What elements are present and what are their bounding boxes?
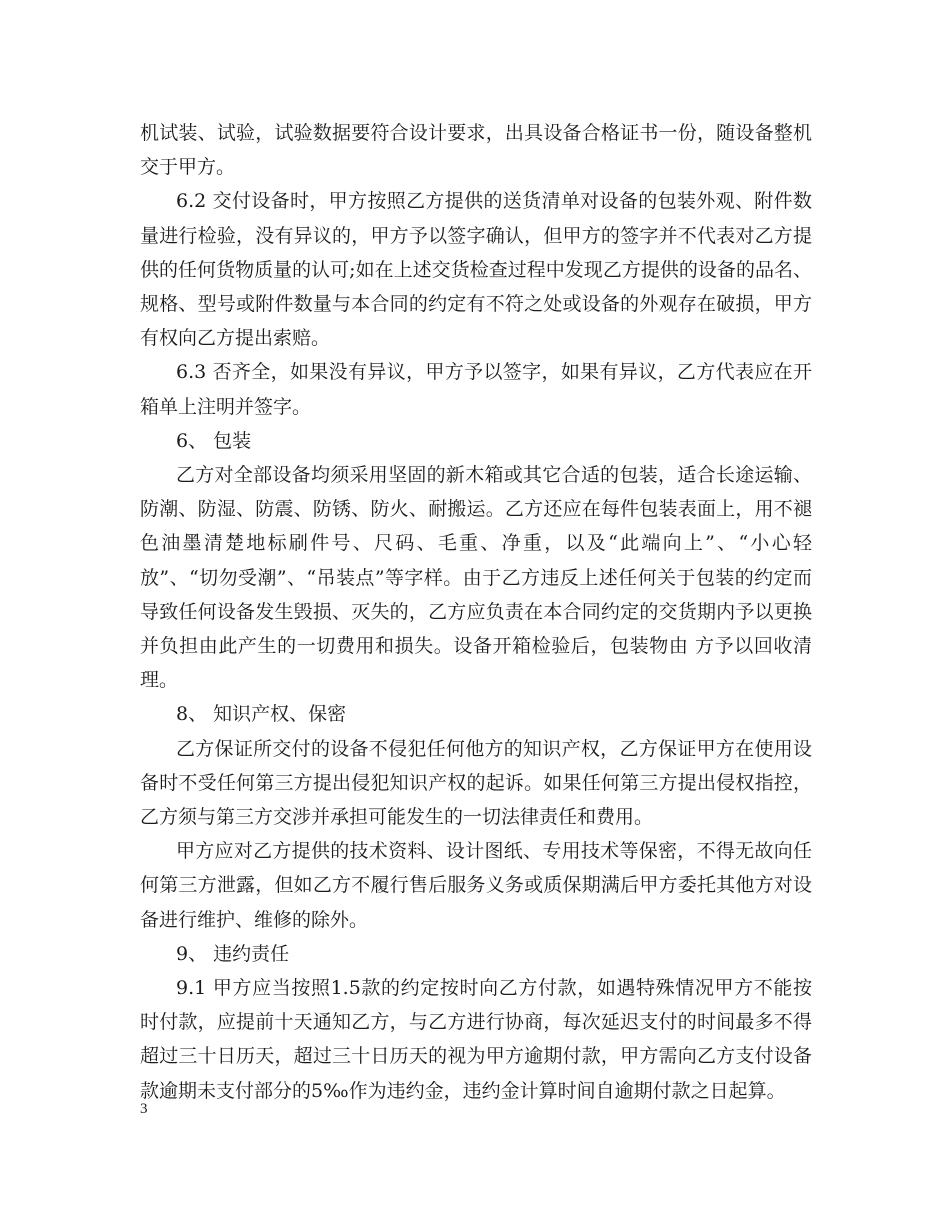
page-number: 3: [140, 1101, 148, 1117]
paragraph-confidentiality: 甲方应对乙方提供的技术资料、设计图纸、专用技术等保密，不得无故向任何第三方泄露，但如乙方不履行售后服务义务或质保期满后甲方委托其他方对设备进行维护、维修的除外。: [140, 840, 812, 931]
paragraph-continuation: 机试装、试验，试验数据要符合设计要求，出具设备合格证书一份，随设备整机交于甲方。: [140, 122, 812, 179]
paragraph-clause-6-3: 6.3 否齐全，如果没有异议，甲方予以签字，如果有异议，乙方代表应在开箱单上注明并签字。: [140, 361, 812, 418]
paragraph-packaging: 乙方对全部设备均须采用坚固的新木箱或其它合适的包装，适合长途运输、防潮、防湿、防震、防锈、防火、耐搬运。乙方还应在每件包装表面上，用不褪色油墨清楚地标刷件号、尺码、毛重、净重，以及“此端向上”、“小心轻放”、“切勿受潮”、“吊装点”等字样。由于乙方违反上述任何关于包装的约定而导致任何设备发生毁损、灭失的，乙方应负责在本合同约定的交货期内予以更换并负担由此产生的一切费用和损失。设备开箱检验后，包装物由 方予以回收清理。: [140, 464, 812, 692]
section-heading-ip-confidentiality: 8、 知识产权、保密: [176, 703, 347, 726]
paragraph-ip: 乙方保证所交付的设备不侵犯任何他方的知识产权，乙方保证甲方在使用设备时不受任何第三方提出侵犯知识产权的起诉。如果任何第三方提出侵权指控，乙方须与第三方交涉并承担可能发生的一切法律责任和费用。: [140, 737, 812, 829]
section-heading-liability: 9、 违约责任: [176, 942, 290, 965]
paragraph-clause-9-1: 9.1 甲方应当按照1.5款的约定按时向乙方付款，如遇特殊情况甲方不能按时付款，应提前十天通知乙方，与乙方进行协商，每次延迟支付的时间最多不得超过三十日历天，超过三十日历天的视为甲方逾期付款，甲方需向乙方支付设备款逾期未支付部分的5‰作为违约金，违约金计算时间自逾期付款之日起算。: [140, 977, 812, 1102]
document-body: [140, 116, 812, 1108]
paragraph-clause-6-2: 6.2 交付设备时，甲方按照乙方提供的送货清单对设备的包装外观、附件数量进行检验，没有异议的，甲方予以签字确认，但甲方的签字并不代表对乙方提供的任何货物质量的认可;如在上述交货检查过程中发现乙方提供的设备的品名、规格、型号或附件数量与本合同的约定有不符之处或设备的外观存在破损，甲方有权向乙方提出索赔。: [140, 190, 812, 350]
section-heading-packaging: 6、 包装: [176, 429, 252, 452]
